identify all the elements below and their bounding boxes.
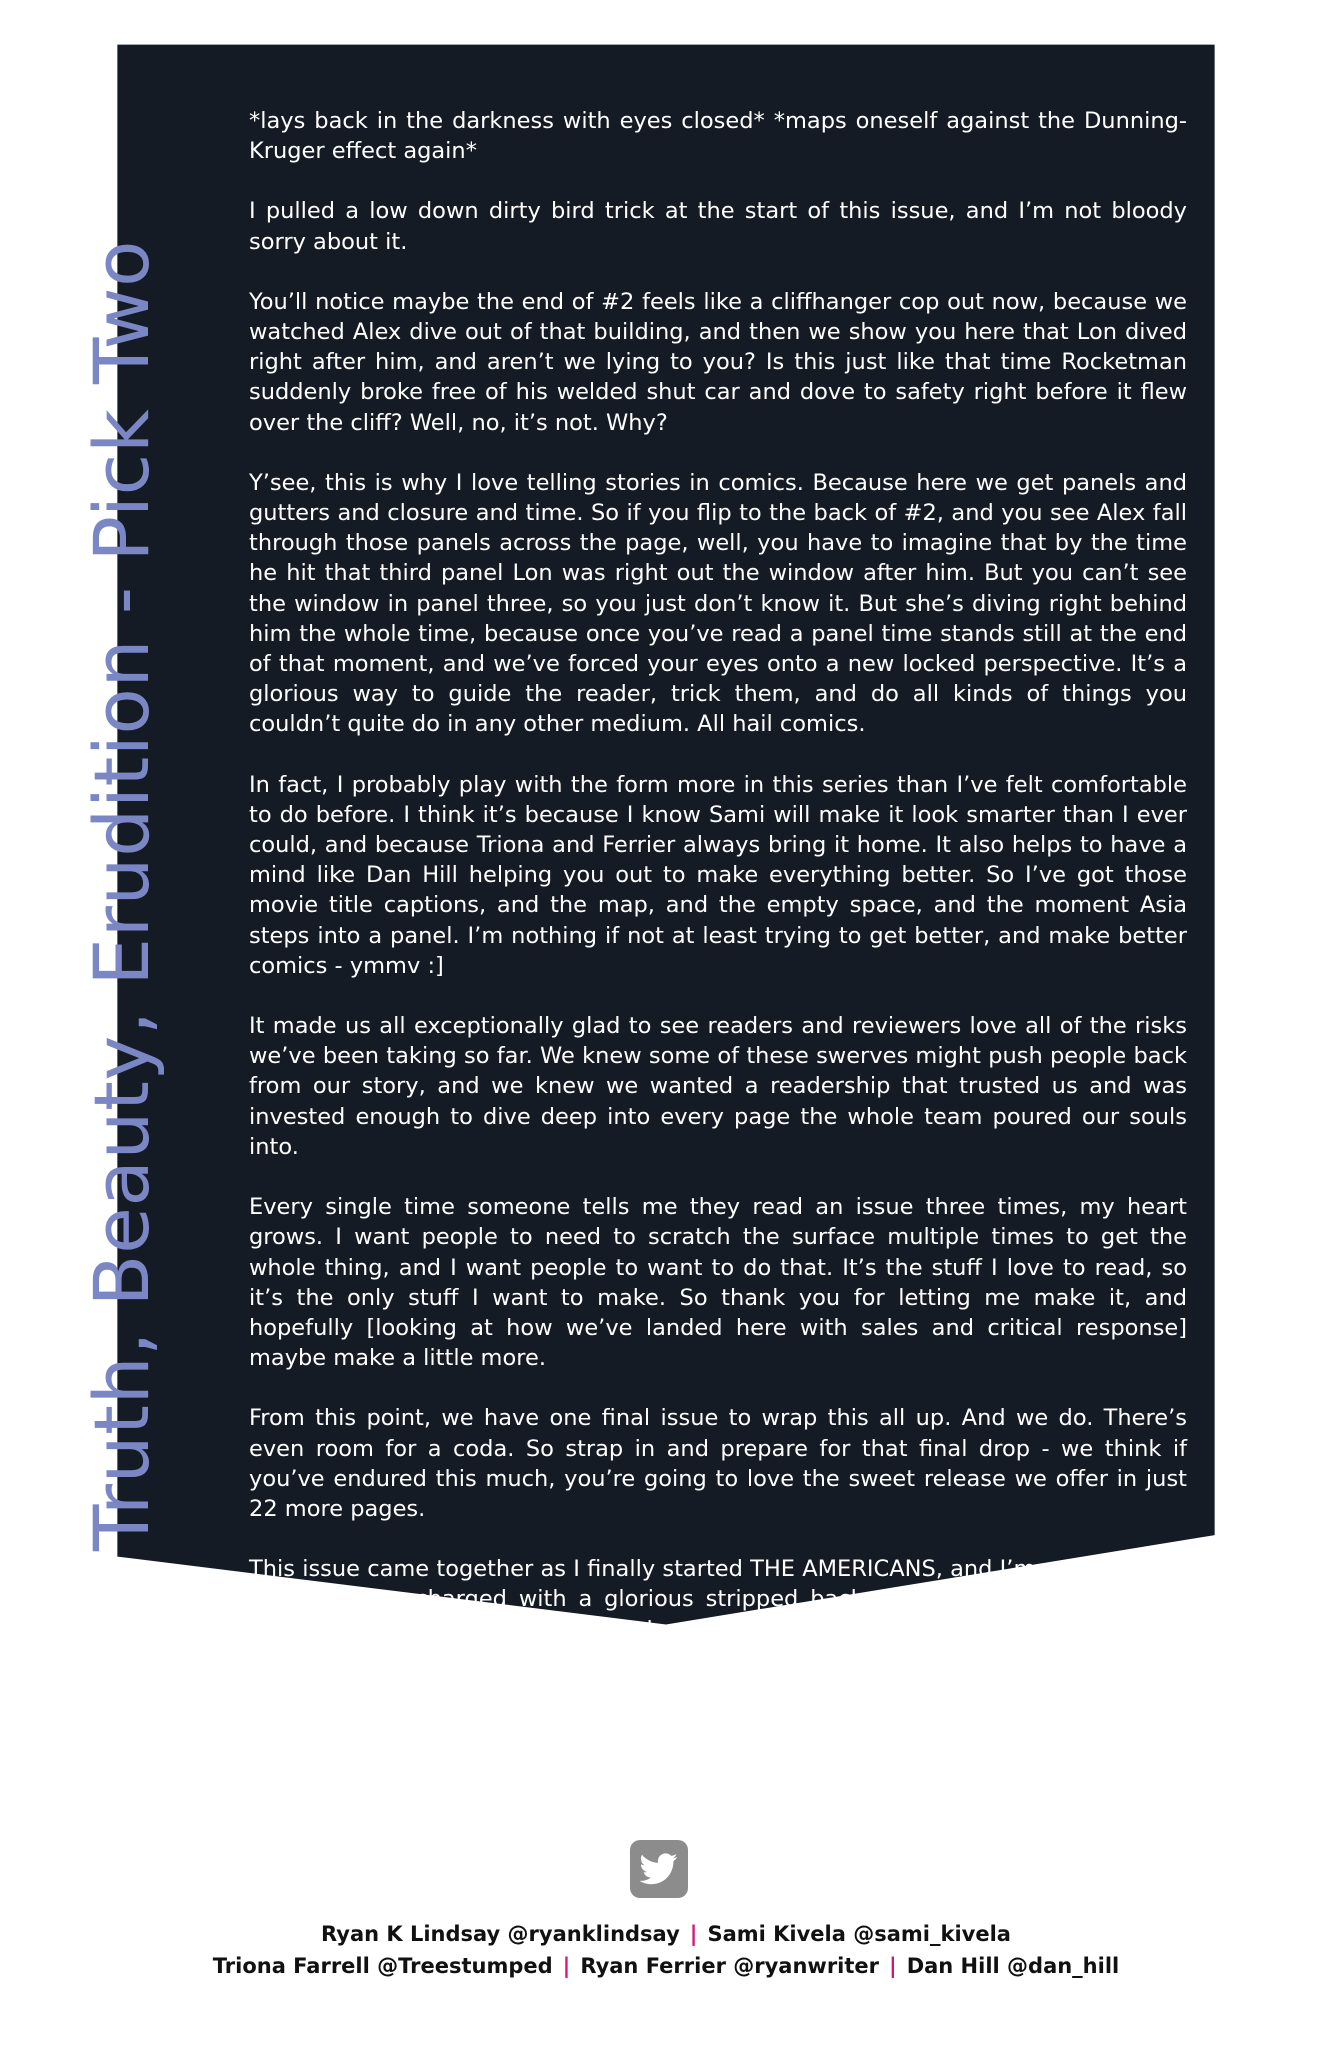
signature [249, 1705, 1232, 1765]
credit-separator: | [689, 1922, 698, 1946]
social-credits [0, 1918, 1332, 1982]
paragraph: From this point, we have one final issue to wrap this all up. And we do. There’s even room for a coda. So strap in and prepare for that final drop - we think if you’ve endured this much, you’re going to love the sweet release we offer in just 22 more pages. [249, 1405, 1187, 1522]
paragraph: Y’see, this is why I love telling stories in comics. Because here we get panels and gutters and closure and time. So if you flip to the back of #2, and you see Alex fall through those panels across the page, well, you have to imagine that by the time he hit that third panel Lon was right out the window after him. But you can’t see the window in panel three, so you just don’t know it. But she’s diving right behind him the whole time, because once you’ve read a panel time stands still at the end of that moment, and we’ve forced your eyes onto a new locked perspective. It’s a glorious way to guide the reader, trick them, and do all kinds of things you couldn’t quite do in any other medium. All hail comics. [249, 469, 1187, 738]
credit-handle[interactable]: Sami Kivela @sami_kivela [707, 1922, 1011, 1946]
paragraph: It made us all exceptionally glad to see readers and reviewers love all of the risks we’ve been taking so far. We knew some of these swerves might push people back from our story, and we knew we wanted a readership that trusted us and was invested enough to dive deep into every page the whole team poured our souls into. [249, 1013, 1187, 1160]
credit-handle[interactable]: Ryan Ferrier @ryanwriter [580, 1954, 880, 1978]
side-title [77, 75, 167, 1715]
paragraph: You’ll notice maybe the end of #2 feels like a cliffhanger cop out now, because we watched Alex dive out of that building, and then we show you here that Lon dived right after him, and aren’t we lying to you? Is this just like that time Rocketman suddenly broke free of his welded shut car and dove to safety right before it flew over the cliff? Well, no, it’s not. Why? [249, 288, 1187, 436]
paragraph: I pulled a low down dirty bird trick at the start of this issue, and I’m not bloody sorry about it. [249, 198, 1187, 255]
signature-name: Ryan K Lindsay [249, 1706, 422, 1733]
paragraph: *lays back in the darkness with eyes closed* *maps oneself against the Dunning-Kruger effect again* [249, 108, 1187, 165]
twitter-bird-icon [640, 1853, 678, 1885]
side-title-text: Truth, Beauty, Erudition - Pick Two [77, 239, 167, 1551]
article-body [249, 106, 1232, 1765]
twitter-icon[interactable] [630, 1840, 688, 1898]
credit-separator: | [562, 1954, 571, 1978]
paragraph: In fact, I probably play with the form more in this series than I’ve felt comfortable to do before. I think it’s because I know Sami will make it look smarter than I ever could, and because Triona and Ferrier always bring it home. It also helps to have a mind like Dan Hill helping you out to make everything better. So I’ve got those movie title captions, and the map, and the empty space, and the moment Asia steps into a panel. I’m nothing if not at least trying to get better, and make better comics - ymmv :] [249, 771, 1187, 979]
credit-handle[interactable]: Ryan K Lindsay @ryanklindsay [321, 1922, 680, 1946]
credit-separator: | [889, 1954, 897, 1978]
credit-handle[interactable]: Dan Hill @dan_hill [906, 1954, 1120, 1978]
credits-line-1 [0, 1918, 1332, 1950]
signature-note: Starting to realise maybe this writing life doesn’t change, and maybe I don’t want it to. [249, 1736, 1232, 1763]
credit-handle[interactable]: Triona Farrell @Treestumped [212, 1954, 553, 1978]
credits-line-2 [0, 1950, 1332, 1982]
paragraph: Every single time someone tells me they read an issue three times, my heart grows. I want people to need to scratch the surface multiple times to get the whole thing, and I want people to want to do that. It’s the stuff I love to read, so it’s the only stuff I want to make. So thank you for letting me make it, and hopefully [looking at how we’ve landed here with sales and critical response] maybe make a little more. [249, 1194, 1187, 1372]
paragraph: This issue came together as I finally started THE AMERICANS, and I’m so glad I did, and while I recharged with a glorious stripped back night of music from Sarah Blasko, the closest my creative soul comes to finding religion. [249, 1556, 1187, 1643]
